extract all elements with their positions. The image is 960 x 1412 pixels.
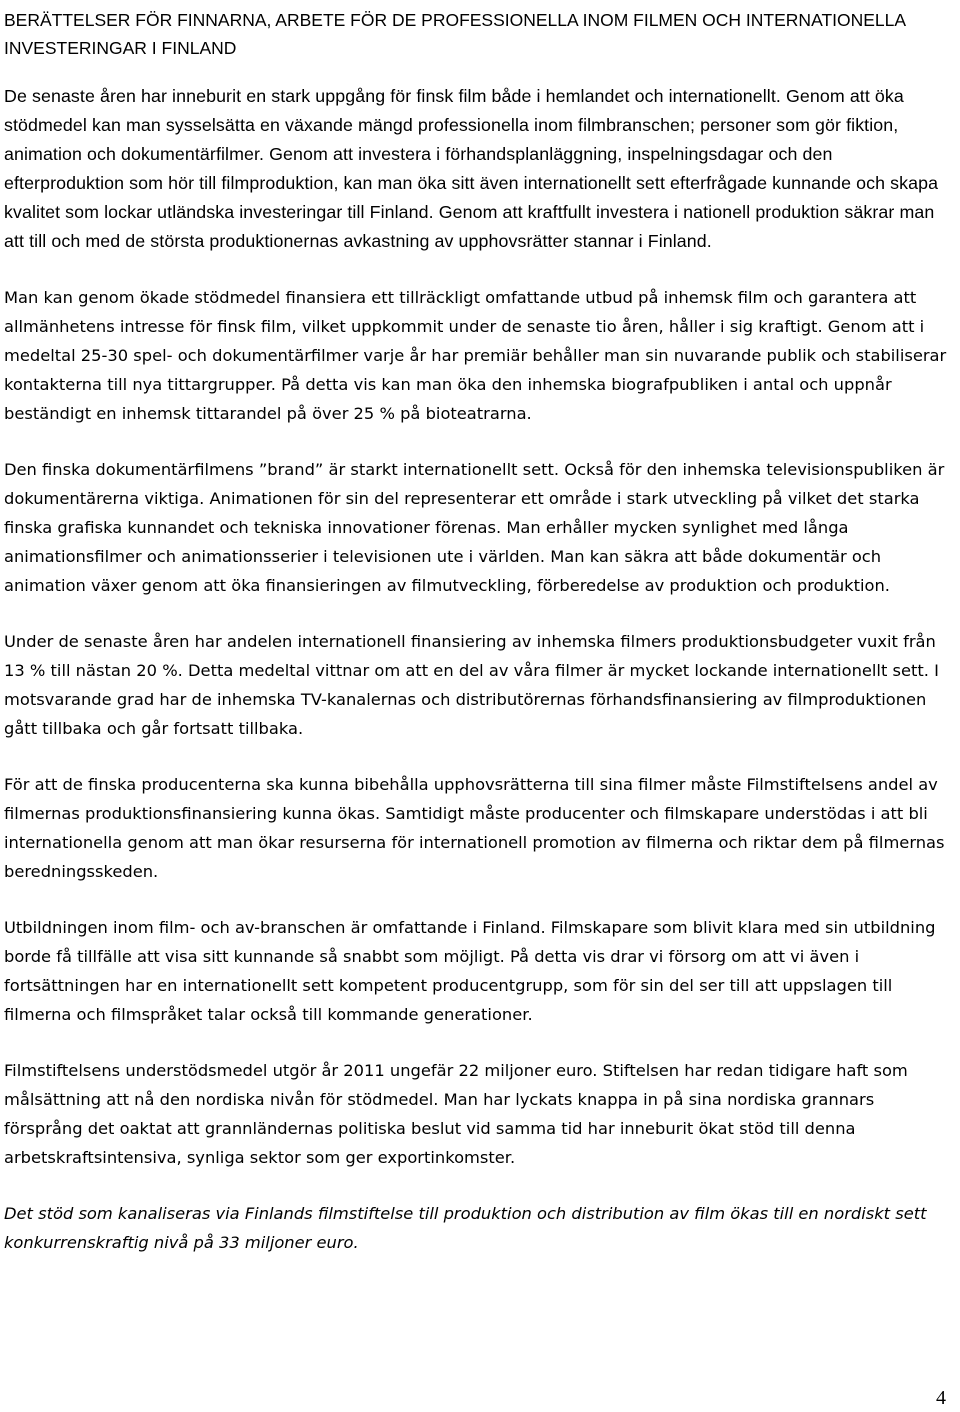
paragraph-education: Utbildningen inom film- och av-branschen är omfattande i Finland. Filmskapare som blivit klara med sin utbildning borde få tillfälle att visa sitt kunnande så snabbt som möjligt. På detta vis drar vi försorg om att vi även i fortsättningen har en internationellt sett kompetent producentgrupp, som för sin del ser till att uppslagen till filmerna och filmspråket talar också till kommande generationer. — [4, 918, 936, 1024]
paragraph-funding: Filmstiftelsens understödsmedel utgör år 2011 ungefär 22 miljoner euro. Stiftelsen har redan tidigare haft som målsättning att nå den nordiska nivån för stödmedel. Man har lyckats knappa in på sina nordiska grannars försprång det oaktat att grannländernas politiska beslut vid samma tid har inneburit ökat stöd till denna arbetskraftsintensiva, synliga sektor som ger exportinkomster. — [4, 1061, 908, 1167]
paragraph-domestic-film: Man kan genom ökade stödmedel finansiera ett tillräckligt omfattande utbud på inhemsk film och garantera att allmänhetens intresse för finsk film, vilket uppkommit under de senaste tio åren, håller i sig kraftigt. Genom att i medeltal 25-30 spel- och dokumentärfilmer varje år har premiär behåller man sin nuvarande publik och stabiliserar kontakterna till nya tittargrupper. På detta vis kan man öka den inhemska biografpubliken i antal och uppnår beständigt en inhemsk tittarandel på över 25 % på bioteatrarna. — [4, 288, 947, 423]
closing-statement: Det stöd som kanaliseras via Finlands filmstiftelse till produktion och distribution av film ökas till en nordiskt sett konkurrenskraftig nivå på 33 miljoner euro. — [4, 1204, 927, 1252]
document-heading: BERÄTTELSER FÖR FINNARNA, ARBETE FÖR DE PROFESSIONELLA INOM FILMEN OCH INTERNATIONELLA INVESTERINGAR I FINLAND — [4, 10, 906, 58]
page-number: 4 — [936, 1387, 946, 1409]
paragraph-producers: För att de finska producenterna ska kunna bibehålla upphovsrätterna till sina filmer måste Filmstiftelsens andel av filmernas produktionsfinansiering kunna ökas. Samtidigt måste producenter och filmskapare understödas i att bli internationella genom att man ökar resurserna för internationell promotion av filmerna och riktar dem på filmernas beredningsskeden. — [4, 775, 945, 881]
paragraph-documentary-animation: Den finska dokumentärfilmens ”brand” är starkt internationellt sett. Också för den inhemska televisionspubliken är dokumentärerna viktiga. Animationen för sin del representerar ett område i stark utveckling på vilket det starka finska grafiska kunnandet och tekniska innovationer förenas. Man erhåller mycken synlighet med långa animationsfilmer och animationsserier i televisionen ute i världen. Man kan säkra att både dokumentär och animation växer genom att öka finansieringen av filmutveckling, förberedelse av produktion och produktion. — [4, 460, 945, 595]
paragraph-intro: De senaste åren har inneburit en stark uppgång för finsk film både i hemlandet och internationellt. Genom att öka stödmedel kan man sysselsätta en växande mängd professionella inom filmbranschen; personer som gör fiktion, animation och dokumentärfilmer. Genom att investera i förhandsplanläggning, inspelningsdagar och den efterproduktion som hör till filmproduktion, kan man öka sitt även internationellt sett efterfrågade kunnande och skapa kvalitet som lockar utländska investeringar till Finland. Genom att kraftfullt investera i nationell produktion säkrar man att till och med de största produktionernas avkastning av upphovsrätter stannar i Finland. — [4, 86, 939, 251]
paragraph-international-financing: Under de senaste åren har andelen internationell finansiering av inhemska filmers produktionsbudgeter vuxit från 13 % till nästan 20 %. Detta medeltal vittnar om att en del av våra filmer är mycket lockande internationellt sett. I motsvarande grad har de inhemska TV-kanalernas och distributörernas förhandsfinansiering av filmproduktionen gått tillbaka och går fortsatt tillbaka. — [4, 632, 939, 738]
document-page — [4, 6, 954, 1284]
